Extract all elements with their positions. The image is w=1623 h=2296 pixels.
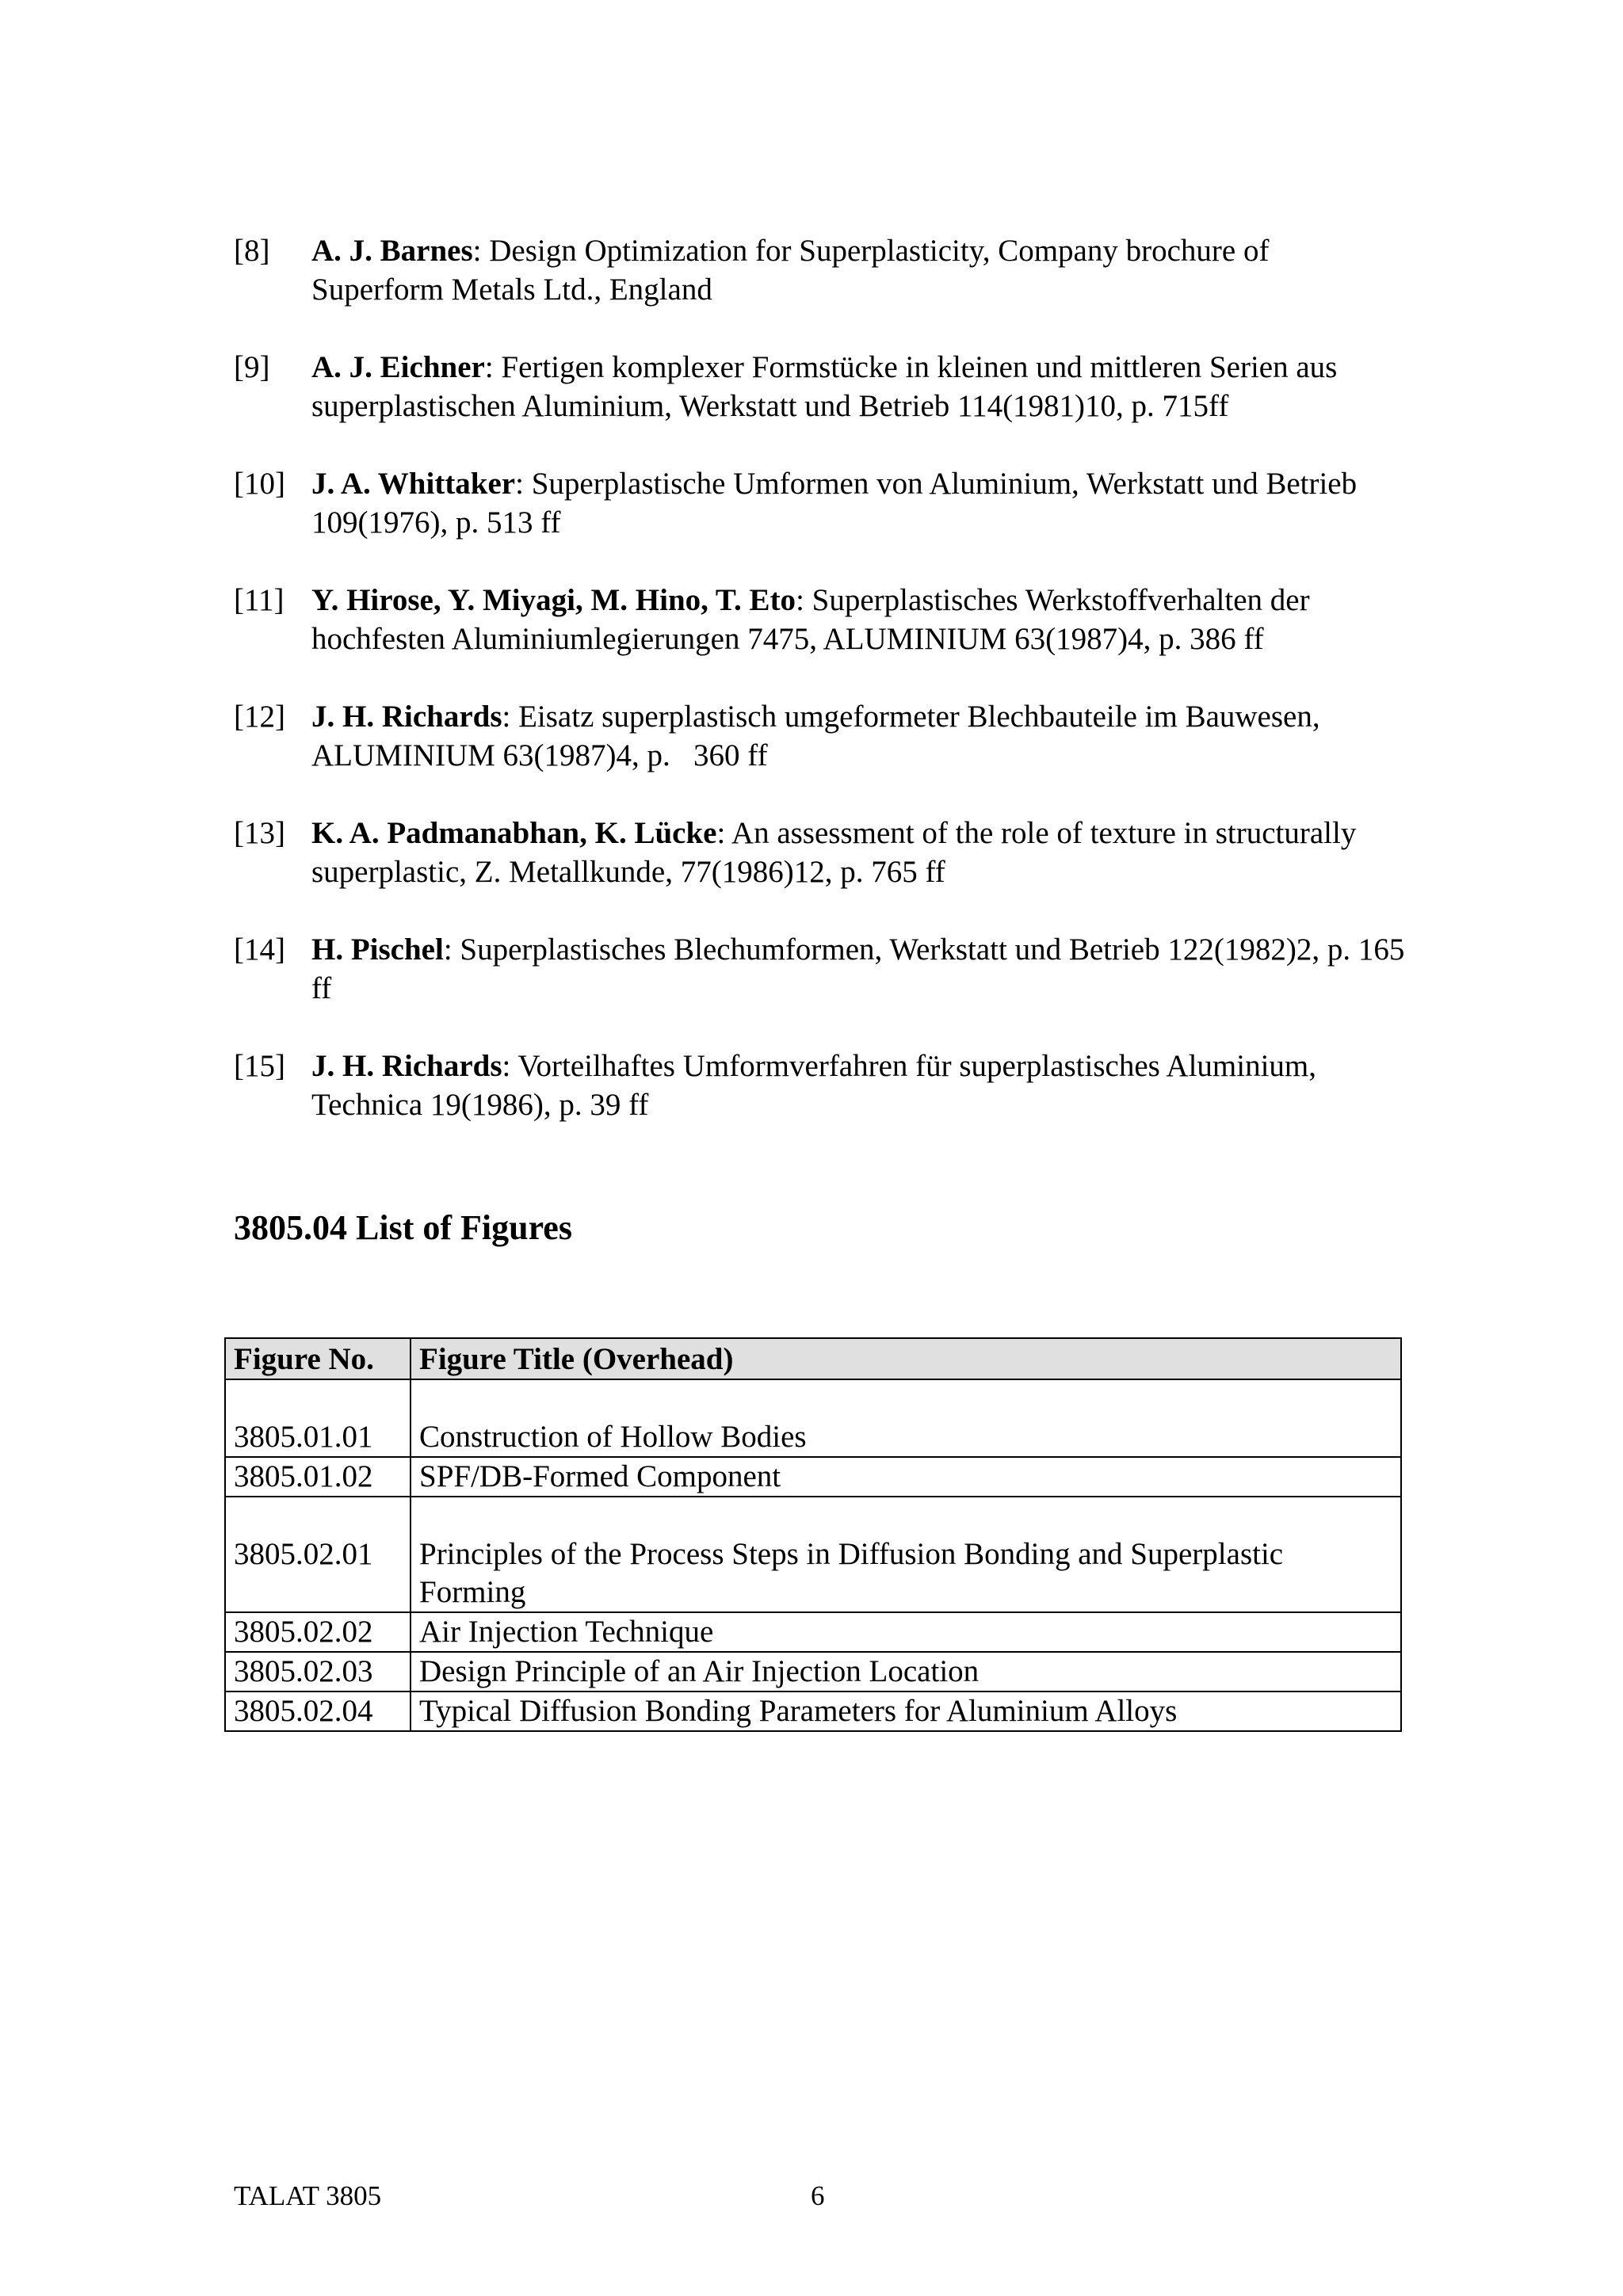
reference-text: : Superplastisches Werkstoffverhalten der hochfesten Aluminiumlegierungen 7475, ALUMINIUM 63(1987)4, p. 386 ff	[311, 583, 1310, 656]
section-heading: 3805.04 List of Figures	[234, 1208, 572, 1247]
figure-number-cell: 3805.01.02	[225, 1457, 411, 1497]
reference-text: : Eisatz superplastisch umgeformeter Blechbauteile im Bauwesen, ALUMINIUM 63(1987)4, p. 360 ff	[311, 700, 1327, 772]
reference-item	[234, 814, 1407, 891]
reference-item	[234, 348, 1407, 425]
footer-page-number: 6	[811, 2180, 825, 2211]
reference-number: [13]	[234, 816, 285, 850]
reference-text: : Vorteilhaftes Umformverfahren für superplastisches Aluminium, Technica 19(1986), p. 39 ff	[311, 1049, 1317, 1122]
reference-author: J. H. Richards	[311, 700, 502, 734]
reference-author: A. J. Eichner	[311, 350, 485, 384]
reference-list	[234, 231, 1407, 1163]
figure-number-cell: 3805.02.04	[225, 1691, 411, 1731]
reference-body	[311, 348, 1407, 425]
reference-author: J. A. Whittaker	[311, 467, 516, 501]
reference-text: : Superplastisches Blechumformen, Werkstatt und Betrieb 122(1982)2, p. 165 ff	[311, 933, 1405, 1005]
reference-text: : Fertigen komplexer Formstücke in kleinen und mittleren Serien aus superplastischen Aluminium, Werkstatt und Betrieb 114(1981)10, p. 715ff	[311, 350, 1338, 423]
reference-number: [8]	[234, 234, 270, 268]
reference-body	[311, 464, 1407, 542]
column-header-figure-no: Figure No.	[225, 1338, 411, 1379]
footer-document-id: TALAT 3805	[234, 2180, 382, 2211]
figures-table	[224, 1337, 1402, 1732]
figure-title-cell: SPF/DB-Formed Component	[411, 1457, 1401, 1497]
reference-author: H. Pischel	[311, 933, 444, 967]
reference-text: : Design Optimization for Superplasticity, Company brochure of Superform Metals Ltd., England	[311, 234, 1270, 307]
reference-number: [10]	[234, 467, 285, 501]
reference-number: [14]	[234, 933, 285, 967]
table-row	[225, 1497, 1401, 1612]
reference-item	[234, 581, 1407, 658]
table-row	[225, 1612, 1401, 1652]
figure-number-cell: 3805.01.01	[225, 1379, 411, 1457]
figure-number-cell: 3805.02.02	[225, 1612, 411, 1652]
reference-item	[234, 464, 1407, 542]
reference-author: Y. Hirose, Y. Miyagi, M. Hino, T. Eto	[311, 583, 796, 617]
figure-number-cell: 3805.02.01	[225, 1497, 411, 1612]
reference-author: J. H. Richards	[311, 1049, 502, 1083]
figure-title-cell: Construction of Hollow Bodies	[411, 1379, 1401, 1457]
reference-author: A. J. Barnes	[311, 234, 473, 268]
figure-title-cell: Air Injection Technique	[411, 1612, 1401, 1652]
figure-title-cell: Design Principle of an Air Injection Location	[411, 1652, 1401, 1691]
table-row	[225, 1379, 1401, 1457]
reference-text: : An assessment of the role of texture in structurally superplastic, Z. Metallkunde, 77(1986)12, p. 765 ff	[311, 816, 1357, 889]
reference-author: K. A. Padmanabhan, K. Lücke	[311, 816, 717, 850]
table-row	[225, 1652, 1401, 1691]
figure-title-cell: Typical Diffusion Bonding Parameters for Aluminium Alloys	[411, 1691, 1401, 1731]
reference-number: [15]	[234, 1049, 285, 1083]
figure-number-cell: 3805.02.03	[225, 1652, 411, 1691]
table-row	[225, 1457, 1401, 1497]
reference-body	[311, 930, 1407, 1008]
reference-body	[311, 814, 1407, 891]
reference-item	[234, 231, 1407, 309]
column-header-figure-title: Figure Title (Overhead)	[411, 1338, 1401, 1379]
table-header-row	[225, 1338, 1401, 1379]
figure-title-cell: Principles of the Process Steps in Diffusion Bonding and Superplastic Forming	[411, 1497, 1401, 1612]
reference-item	[234, 697, 1407, 775]
reference-number: [9]	[234, 350, 270, 384]
reference-text: : Superplastische Umformen von Aluminium, Werkstatt und Betrieb 109(1976), p. 513 ff	[311, 467, 1358, 540]
reference-number: [11]	[234, 583, 285, 617]
reference-body	[311, 1047, 1407, 1124]
reference-body	[311, 231, 1407, 309]
reference-item	[234, 1047, 1407, 1124]
table-row	[225, 1691, 1401, 1731]
reference-item	[234, 930, 1407, 1008]
reference-number: [12]	[234, 700, 285, 734]
reference-body	[311, 581, 1407, 658]
reference-body	[311, 697, 1407, 775]
